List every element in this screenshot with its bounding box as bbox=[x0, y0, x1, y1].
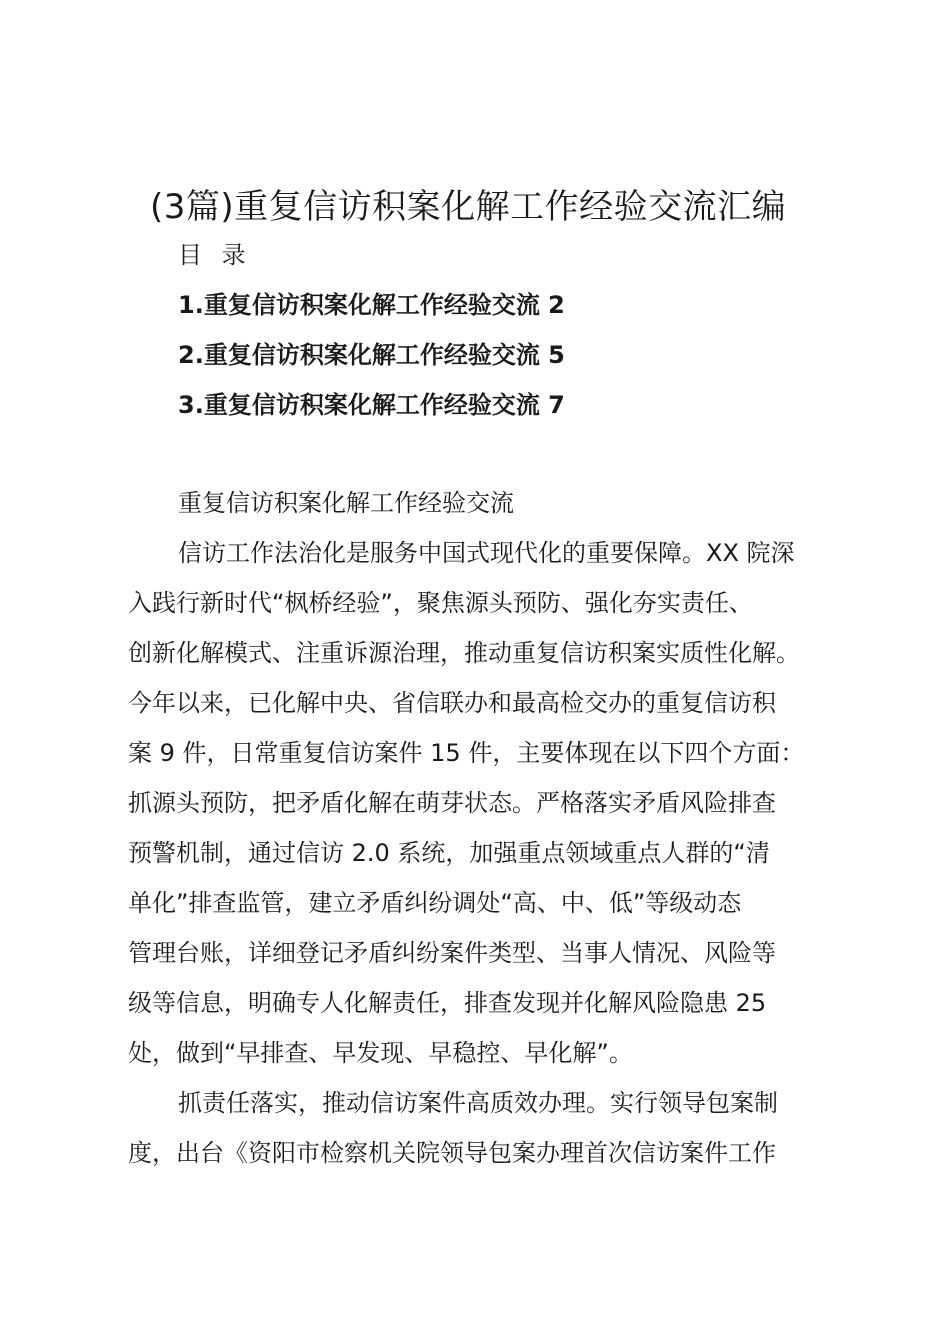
paragraph-line: 度，出台《资阳市检察机关院领导包案办理首次信访案件工作 bbox=[128, 1139, 776, 1167]
toc-item[interactable]: 1.重复信访积案化解工作经验交流 2 bbox=[178, 291, 565, 319]
paragraph-line: 管理台账，详细登记矛盾纠纷案件类型、当事人情况、风险等 bbox=[128, 939, 776, 967]
toc-heading: 目 录 bbox=[178, 241, 252, 269]
section-title: 重复信访积案化解工作经验交流 bbox=[178, 489, 514, 517]
paragraph-line: 创新化解模式、注重诉源治理，推动重复信访积案实质性化解。 bbox=[128, 639, 800, 667]
paragraph-line: 入践行新时代“枫桥经验”，聚焦源头预防、强化夯实责任、 bbox=[128, 589, 753, 617]
paragraph-line: 级等信息，明确专人化解责任，排查发现并化解风险隐患 25 bbox=[128, 989, 767, 1017]
toc-item[interactable]: 2.重复信访积案化解工作经验交流 5 bbox=[178, 341, 565, 369]
document-title: (3篇)重复信访积案化解工作经验交流汇编 bbox=[150, 187, 787, 227]
toc-item[interactable]: 3.重复信访积案化解工作经验交流 7 bbox=[178, 391, 565, 419]
paragraph-line: 今年以来，已化解中央、省信联办和最高检交办的重复信访积 bbox=[128, 689, 776, 717]
paragraph-line: 预警机制，通过信访 2.0 系统，加强重点领域重点人群的“清 bbox=[128, 839, 770, 867]
paragraph-line: 抓责任落实，推动信访案件高质效办理。实行领导包案制 bbox=[178, 1089, 778, 1117]
paragraph-line: 单化”排查监管，建立矛盾纠纷调处“高、中、低”等级动态 bbox=[128, 889, 742, 917]
paragraph-line: 处，做到“早排查、早发现、早稳控、早化解”。 bbox=[128, 1039, 633, 1067]
paragraph-line: 案 9 件，日常重复信访案件 15 件，主要体现在以下四个方面： bbox=[128, 739, 805, 767]
paragraph-line: 信访工作法治化是服务中国式现代化的重要保障。XX 院深 bbox=[178, 539, 795, 567]
paragraph-line: 抓源头预防，把矛盾化解在萌芽状态。严格落实矛盾风险排查 bbox=[128, 789, 776, 817]
